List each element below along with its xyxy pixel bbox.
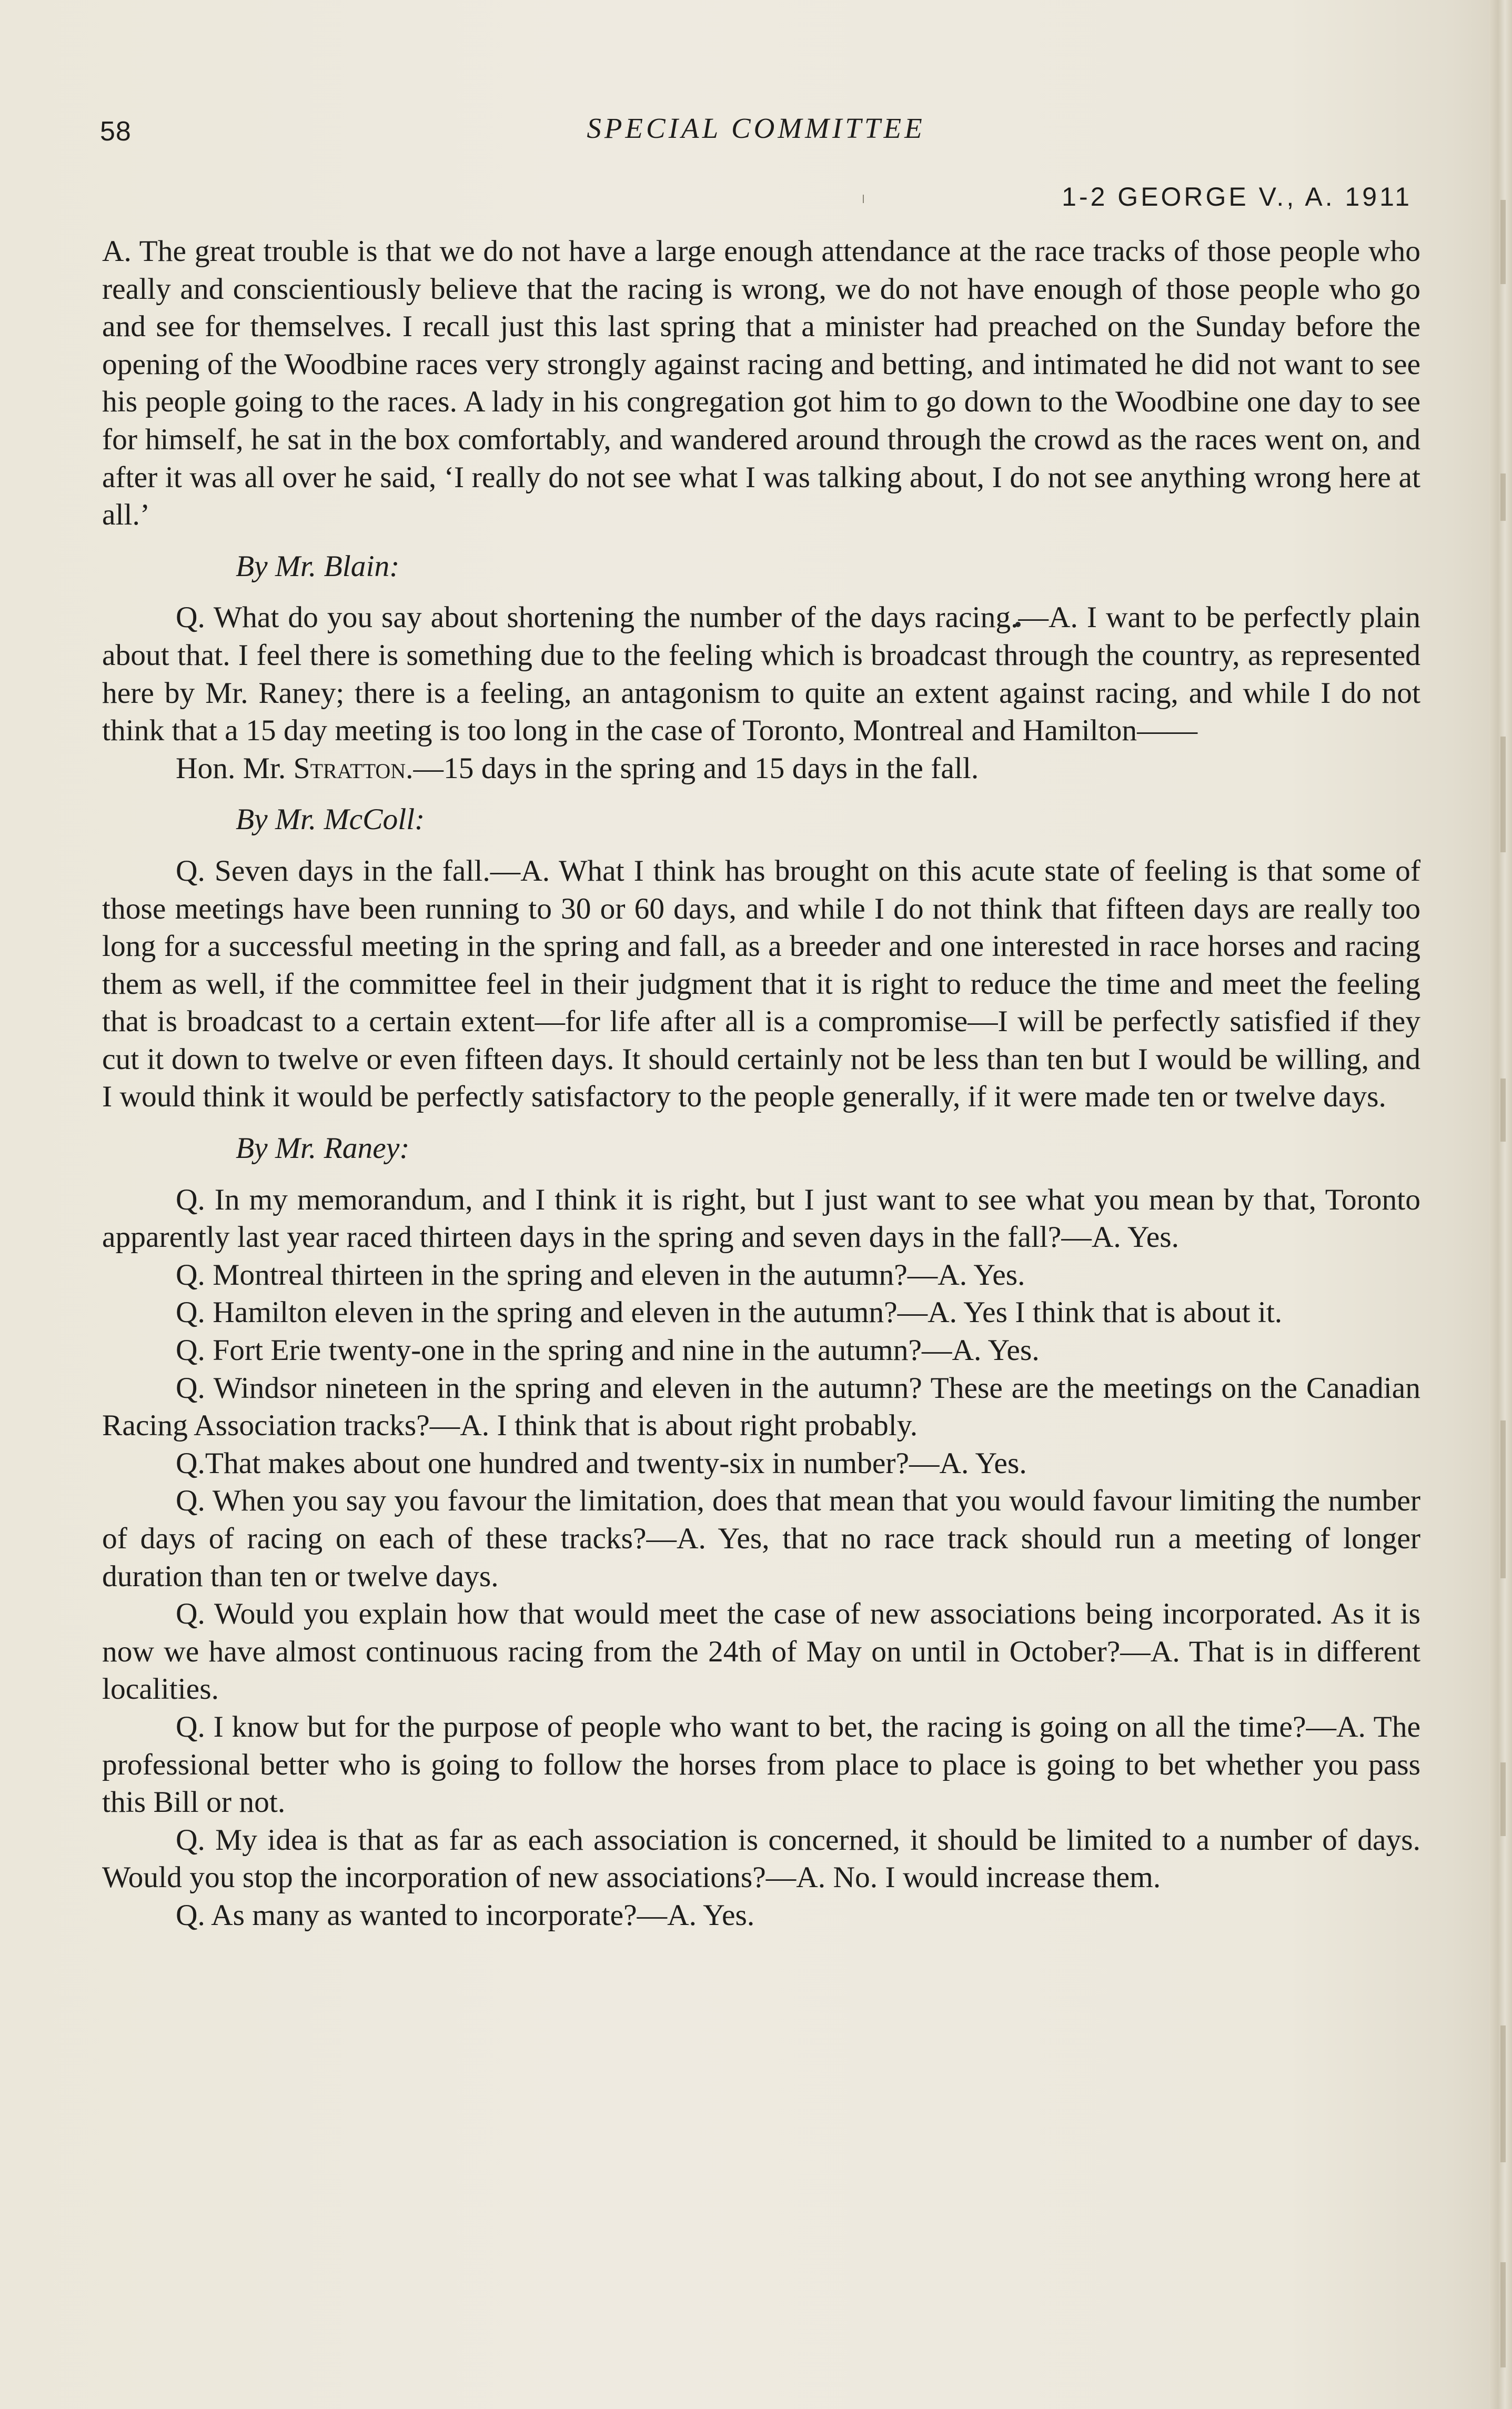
paragraph: Q. Would you explain how that would meet the case of new associations being incorporated. As it is now we have almost continuous racing from the 24th of May on until in October?—A. That is in different localities. — [102, 1597, 1420, 1706]
speaker-heading: By Mr. Raney: — [236, 1132, 410, 1165]
page-number: 58 — [100, 116, 132, 147]
paragraph: Q. What do you say about shortening the number of the days racing.—A. I want to be perfectly plain about that. I feel there is something due to the feeling which is broadcast through the country, as represented here by Mr. Raney; there is a feeling, an antagonism to quite an extent against racing, and while I do not think that a 15 day meeting is too long in the case of Toronto, Montreal and Hamilton—— — [102, 601, 1420, 748]
speaker-remark: .—15 days in the spring and 15 days in the fall. — [406, 751, 979, 785]
speaker-heading: By Mr. McColl: — [236, 803, 425, 836]
body-text — [102, 233, 1420, 1934]
paragraph: Q. Seven days in the fall.—A. What I think has brought on this acute state of feeling is that some of those meetings have been running to 30 or 60 days, and while I do not think that fifteen days are really too long for a successful meeting in the spring and fall, as a breeder and one interested in race horses and racing them as well, if the committee feel in their judgment that it is right to reduce the time and meet the feeling that is broadcast to a certain extent—for life after all is a compromise—I will be perfectly satisfied if they cut it down to twelve or even fifteen days. It should certainly not be less than ten but I would be willing, and I would think it would be perfectly satisfactory to the people generally, if it were made ten or twelve days. — [102, 854, 1420, 1114]
running-head: SPECIAL COMMITTEE — [587, 112, 925, 144]
paragraph: Q. Montreal thirteen in the spring and eleven in the autumn?—A. Yes. — [176, 1258, 1025, 1292]
speaker-name: Stratton — [293, 751, 406, 785]
paragraph: Q. My idea is that as far as each association is concerned, it should be limited to a number of days. Would you stop the incorporation of new associations?—A. No. I would increase them. — [102, 1823, 1420, 1894]
print-mark — [863, 195, 864, 203]
paragraph: Q. As many as wanted to incorporate?—A. Yes. — [176, 1898, 755, 1932]
paragraph — [102, 750, 1420, 788]
paragraph: A. The great trouble is that we do not have a large enough attendance at the race tracks of those people who really and conscientiously believe that the racing is wrong, we do not have enough of those people who go and see for themselves. I recall just this last spring that a minister had preached on the Sunday before the opening of the Woodbine races very strongly against racing and betting, and intimated he did not want to see his people going to the races. A lady in his congregation got him to go down to the Woodbine one day to see for himself, he sat in the box comfortably, and wandered around through the crowd as the races went on, and after it was all over he said, ‘I really do not see what I was talking about, I do not see anything wrong here at all.’ — [102, 235, 1420, 532]
paragraph: Q. I know but for the purpose of people who want to bet, the racing is going on all the time?—A. The professional better who is going to follow the horses from place to place is going to bet whether you pass this Bill or not. — [102, 1710, 1420, 1819]
paragraph: Q.That makes about one hundred and twenty-six in number?—A. Yes. — [176, 1446, 1027, 1480]
paragraph: Q. Fort Erie twenty-one in the spring and nine in the autumn?—A. Yes. — [176, 1334, 1040, 1367]
paragraph: Q. Windsor nineteen in the spring and eleven in the autumn? These are the meetings on the Canadian Racing Association tracks?—A. I think that is about right probably. — [102, 1371, 1420, 1443]
session-line: 1-2 GEORGE V., A. 1911 — [1062, 182, 1412, 211]
paragraph: Q. Hamilton eleven in the spring and eleven in the autumn?—A. Yes I think that is about it. — [176, 1296, 1283, 1329]
speaker-prefix: Hon. Mr. — [176, 751, 294, 785]
paragraph: Q. In my memorandum, and I think it is right, but I just want to see what you mean by that, Toronto apparently last year raced thirteen days in the spring and seven days in the fall?—A. Yes. — [102, 1183, 1420, 1254]
speaker-heading: By Mr. Blain: — [236, 549, 400, 583]
paragraph: Q. When you say you favour the limitation, does that mean that you would favour limiting the number of days of racing on each of these tracks?—A. Yes, that no race track should run a meeting of longer duration than ten or twelve days. — [102, 1484, 1420, 1593]
page-edge — [1489, 0, 1512, 2409]
